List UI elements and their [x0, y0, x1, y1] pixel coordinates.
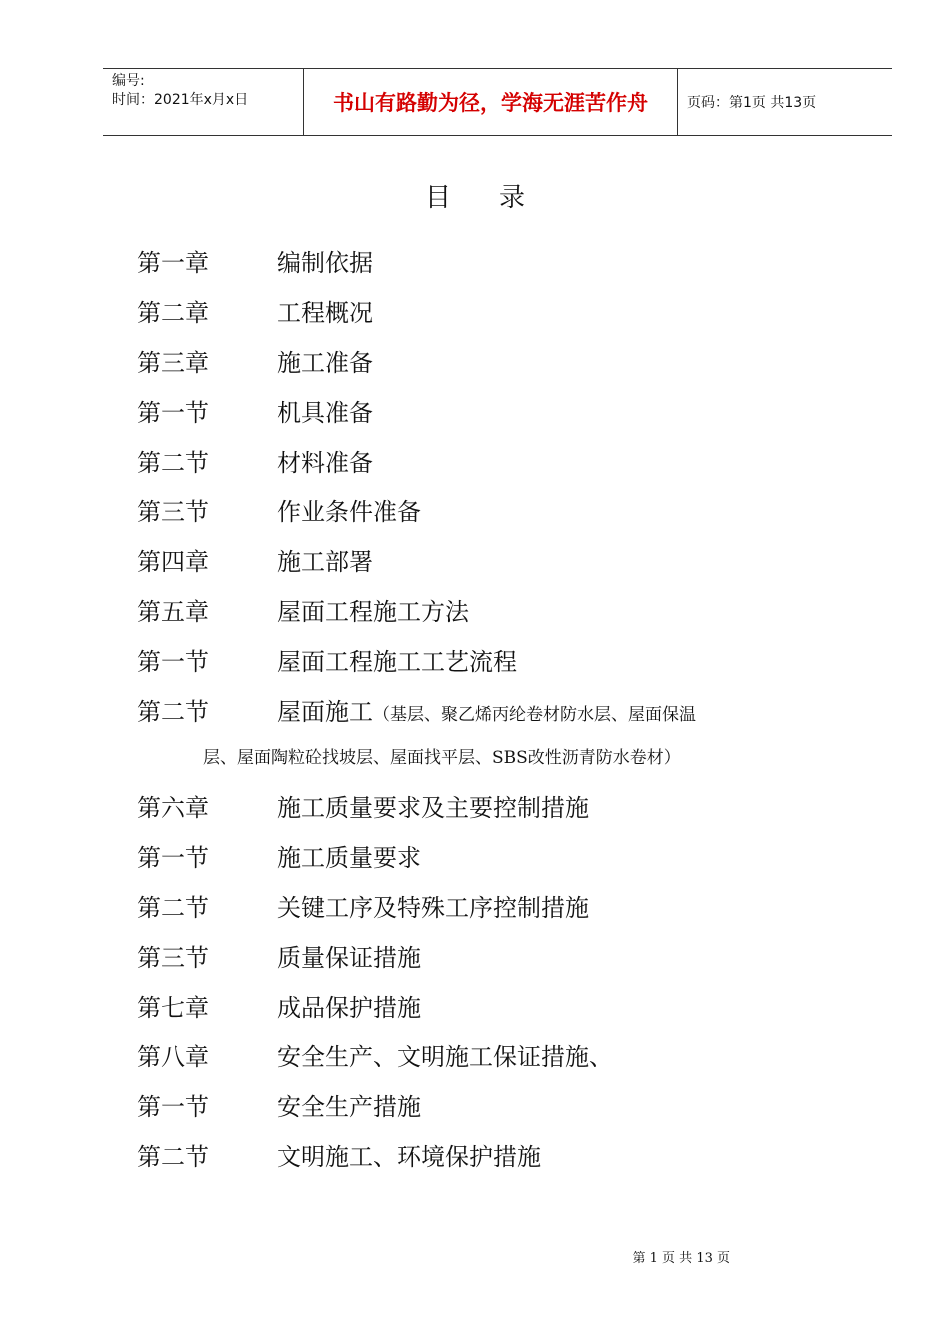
toc-entry[interactable] [137, 881, 857, 931]
toc-label: 第二节 [137, 697, 209, 726]
toc-label: 第一节 [137, 398, 209, 427]
toc-text: 作业条件准备 [277, 498, 421, 527]
toc-entry[interactable] [137, 585, 857, 635]
document-number-label: 编号: [112, 73, 145, 89]
toc-text: 文明施工、环境保护措施 [277, 1142, 541, 1171]
toc-entry[interactable] [137, 385, 857, 435]
table-of-contents [137, 236, 857, 734]
header-page-info: 页码：第1页 共13页 [687, 95, 817, 111]
toc-entry[interactable] [137, 1130, 857, 1180]
toc-text: 质量保证措施 [277, 943, 421, 972]
toc-label: 第一节 [137, 647, 209, 676]
toc-label: 第二节 [137, 448, 209, 477]
toc-label: 第一章 [137, 249, 209, 278]
toc-entry[interactable] [137, 1030, 857, 1080]
toc-text: 安全生产、文明施工保证措施、 [277, 1043, 613, 1072]
toc-entry[interactable] [137, 831, 857, 881]
toc-label: 第一节 [137, 844, 209, 873]
page-footer: 第 1 页 共 13 页 [632, 1251, 730, 1266]
toc-text-detail: （基层、聚乙烯丙纶卷材防水层、屋面保温 [373, 704, 696, 725]
toc-label: 第二节 [137, 893, 209, 922]
header-meta [103, 69, 303, 135]
table-of-contents-continued [137, 781, 857, 1179]
toc-text: 机具准备 [277, 398, 373, 427]
toc-entry[interactable] [137, 634, 857, 684]
toc-label: 第四章 [137, 548, 209, 577]
toc-label: 第一节 [137, 1093, 209, 1122]
page-title: 目录 [424, 183, 573, 213]
toc-text: 成品保护措施 [277, 993, 421, 1022]
toc-entry[interactable] [137, 1080, 857, 1130]
toc-entry[interactable] [137, 485, 857, 535]
toc-text: 工程概况 [277, 299, 373, 328]
toc-text-main: 屋面施工 [277, 697, 373, 726]
toc-text: 施工质量要求 [277, 844, 421, 873]
page-header [103, 68, 892, 136]
toc-entry[interactable] [137, 781, 857, 831]
toc-text: 施工准备 [277, 348, 373, 377]
toc-text: 关键工序及特殊工序控制措施 [277, 893, 589, 922]
document-time: 时间：2021年x月x日 [112, 92, 249, 108]
toc-label: 第八章 [137, 1043, 209, 1072]
toc-entry[interactable] [137, 236, 857, 286]
toc-label: 第三节 [137, 943, 209, 972]
toc-label: 第三章 [137, 348, 209, 377]
toc-entry[interactable] [137, 286, 857, 336]
toc-label: 第二章 [137, 299, 209, 328]
toc-label: 第二节 [137, 1142, 209, 1171]
toc-text: 屋面工程施工工艺流程 [277, 647, 517, 676]
toc-text: 安全生产措施 [277, 1093, 421, 1122]
header-motto: 书山有路勤为径，学海无涯苦作舟 [303, 69, 678, 135]
toc-text: 材料准备 [277, 448, 373, 477]
toc-label: 第六章 [137, 794, 209, 823]
toc-entry[interactable] [137, 930, 857, 980]
toc-text: 屋面工程施工方法 [277, 597, 469, 626]
toc-text: 施工质量要求及主要控制措施 [277, 794, 589, 823]
toc-label: 第三节 [137, 498, 209, 527]
toc-entry[interactable] [137, 980, 857, 1030]
toc-entry[interactable] [137, 435, 857, 485]
toc-text: 编制依据 [277, 249, 373, 278]
toc-entry-continuation: 层、屋面陶粒砼找坡层、屋面找平层、SBS改性沥青防水卷材） [203, 748, 681, 768]
toc-label: 第五章 [137, 597, 209, 626]
toc-entry[interactable] [137, 684, 857, 734]
toc-entry[interactable] [137, 535, 857, 585]
toc-text [277, 692, 857, 727]
toc-label: 第七章 [137, 993, 209, 1022]
toc-entry[interactable] [137, 336, 857, 386]
toc-text: 施工部署 [277, 548, 373, 577]
